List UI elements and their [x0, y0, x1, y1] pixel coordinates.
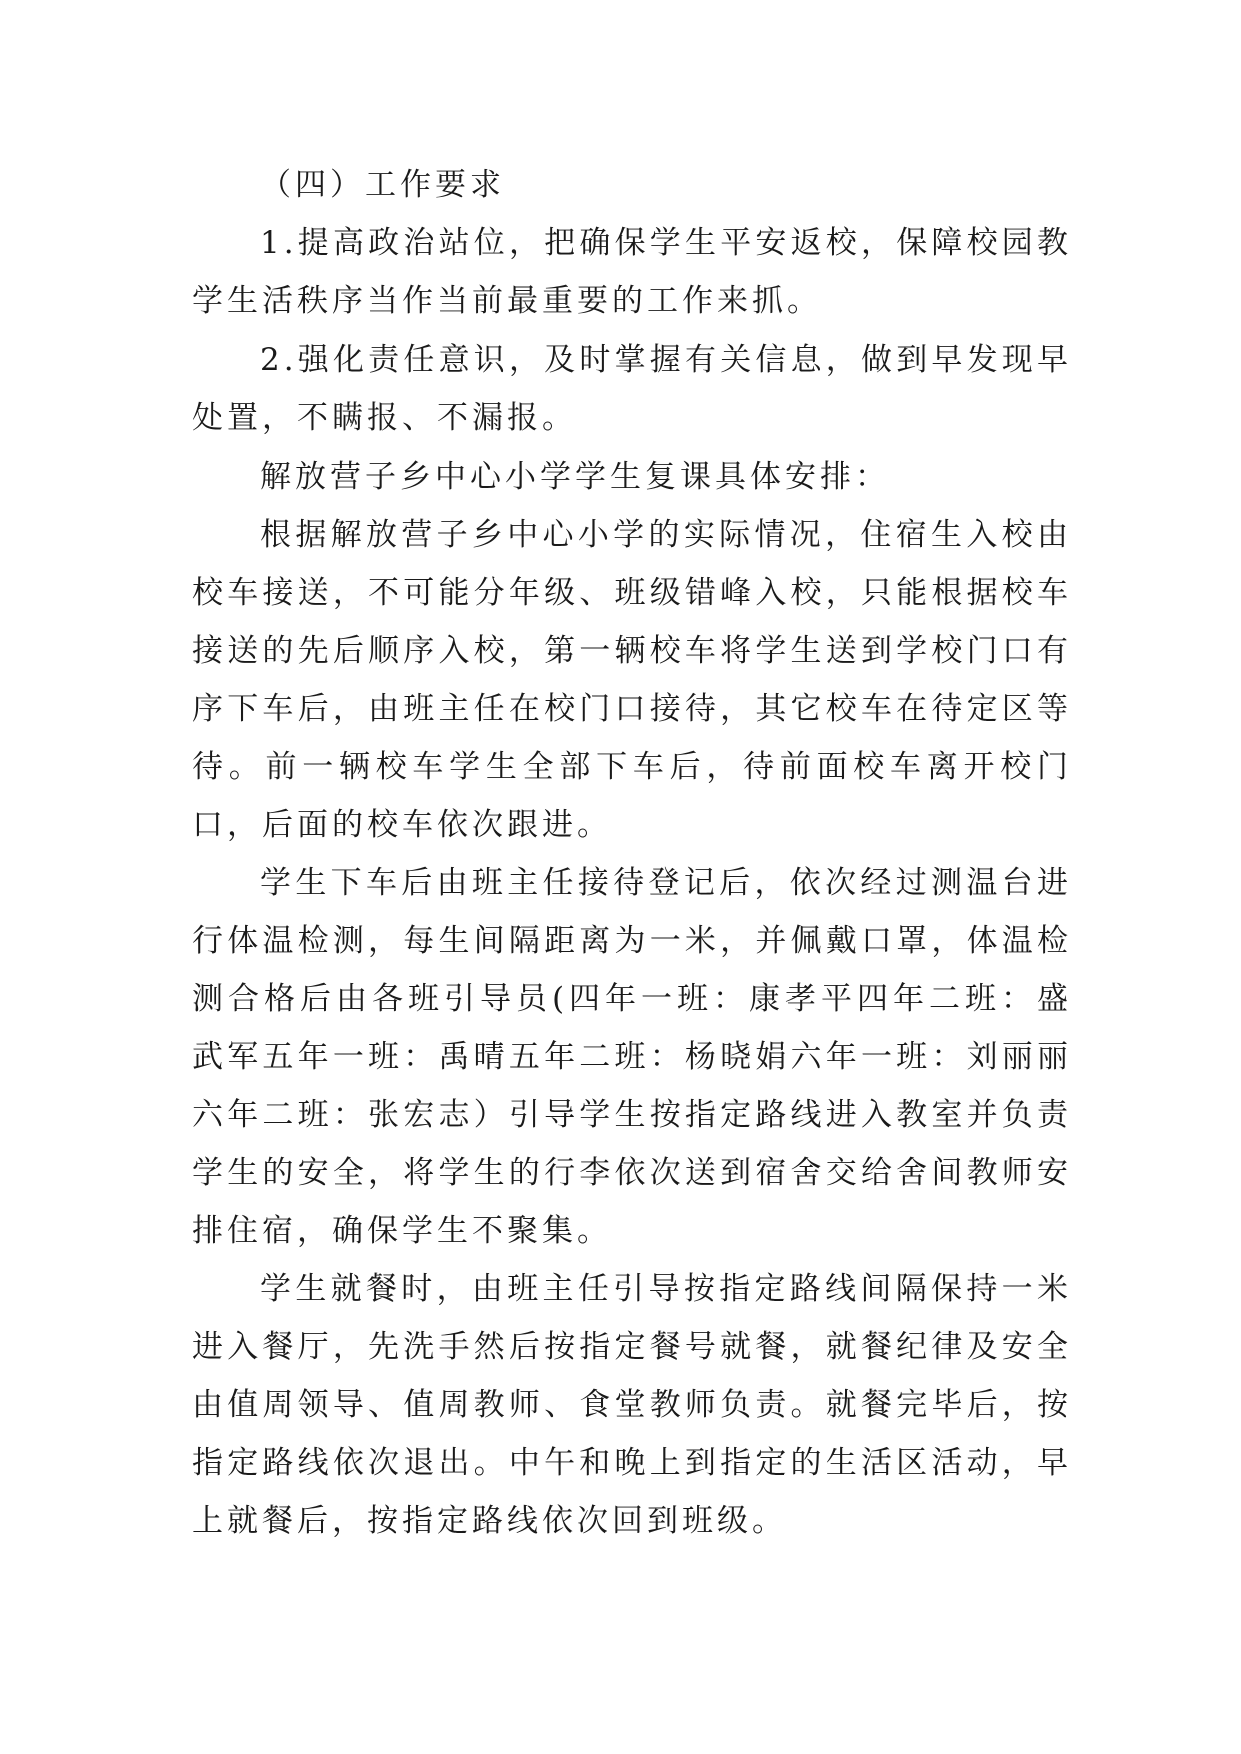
arrival-paragraph: 根据解放营子乡中心小学的实际情况，住宿生入校由校车接送，不可能分年级、班级错峰入校，只能根据校车接送的先后顺序入校，第一辆校车将学生送到学校门口有序下车后，由班主任在校门口接待，其它校车在待定区等待。前一辆校车学生全部下车后，待前面校车离开校门口，后面的校车依次跟进。 [192, 517, 1072, 843]
requirement-item-1: 1.提高政治站位，把确保学生平安返校，保障校园教学生活秩序当作当前最重要的工作来抓。 [192, 225, 1072, 319]
arrangement-subtitle: 解放营子乡中心小学学生复课具体安排： [260, 459, 890, 495]
checkin-paragraph: 学生下车后由班主任接待登记后，依次经过测温台进行体温检测，每生间隔距离为一米，并佩戴口罩，体温检测合格后由各班引导员(四年一班：康孝平四年二班：盛武军五年一班：禹晴五年二班：杨晓娟六年一班：刘丽丽六年二班：张宏志）引导学生按指定路线进入教室并负责学生的安全，将学生的行李依次送到宿舍交给舍间教师安排住宿，确保学生不聚集。 [192, 865, 1072, 1249]
section-heading: （四）工作要求 [260, 167, 505, 203]
requirement-item-2: 2.强化责任意识，及时掌握有关信息，做到早发现早处置，不瞒报、不漏报。 [192, 342, 1072, 436]
dining-paragraph: 学生就餐时，由班主任引导按指定路线间隔保持一米进入餐厅，先洗手然后按指定餐号就餐，就餐纪律及安全由值周领导、值周教师、食堂教师负责。就餐完毕后，按指定路线依次退出。中午和晚上到指定的生活区活动，早上就餐后，按指定路线依次回到班级。 [192, 1271, 1072, 1539]
